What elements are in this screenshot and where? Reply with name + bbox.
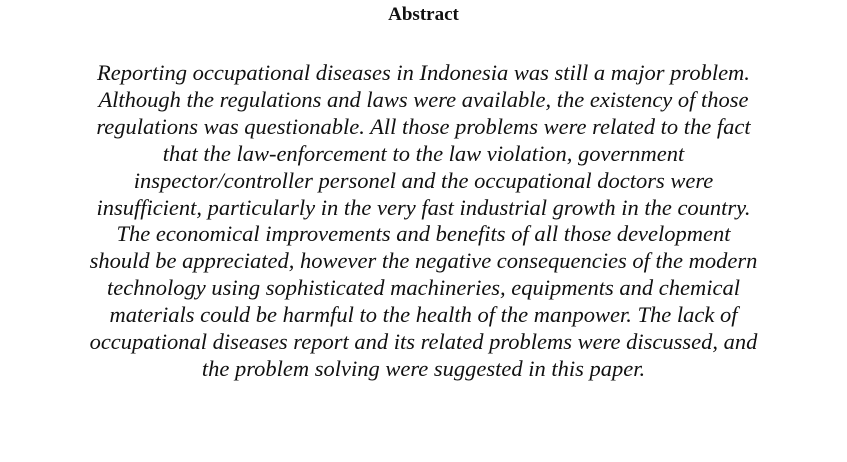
abstract-body <box>0 60 847 383</box>
abstract-line: regulations was questionable. All those problems were related to the fact <box>96 113 751 139</box>
abstract-line: Reporting occupational diseases in Indonesia was still a major problem. <box>97 60 750 85</box>
abstract-line: occupational diseases report and its related problems were discussed, and <box>89 329 758 355</box>
abstract-heading: Abstract <box>388 4 459 25</box>
abstract-line: The economical improvements and benefits of all those development <box>116 221 731 247</box>
abstract-line: technology using sophisticated machineries, equipments and chemical <box>107 275 740 301</box>
abstract-line: Although the regulations and laws were available, the existency of those <box>98 86 749 112</box>
abstract-line: that the law-enforcement to the law violation, government <box>162 140 685 166</box>
abstract-line: should be appreciated, however the negative consequencies of the modern <box>89 248 758 274</box>
abstract-line: materials could be harmful to the health of the manpower. The lack of <box>109 302 738 328</box>
abstract-line: the problem solving were suggested in this paper. <box>201 355 646 381</box>
abstract-line: insufficient, particularly in the very fast industrial growth in the country. <box>96 194 751 220</box>
abstract-line: inspector/controller personel and the occupational doctors were <box>133 167 714 193</box>
